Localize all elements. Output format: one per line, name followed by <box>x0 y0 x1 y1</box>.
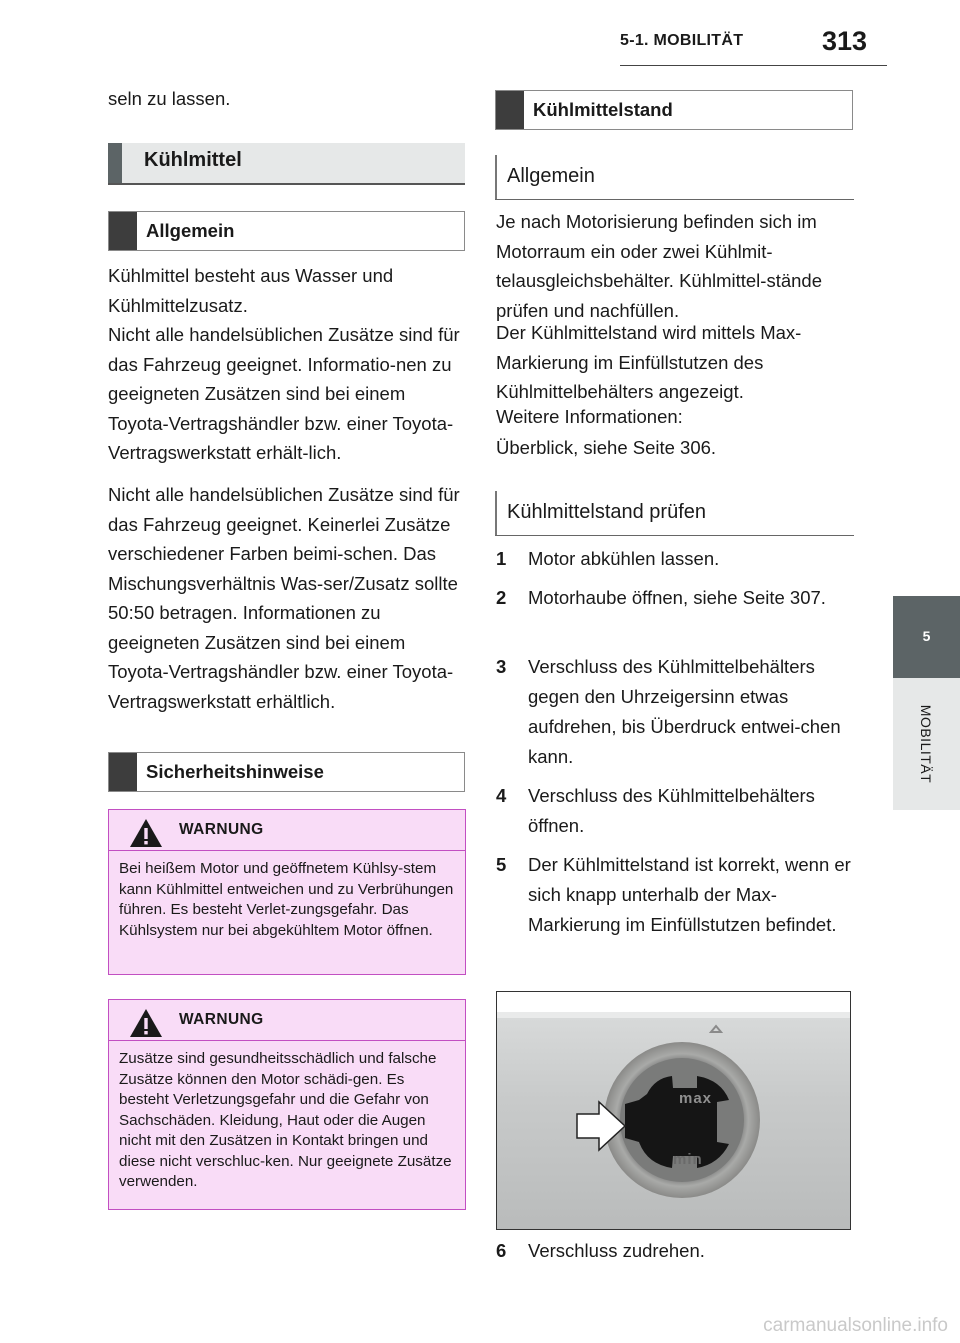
section-title: 5-1. MOBILITÄT <box>620 32 744 49</box>
heading-bar <box>108 143 122 183</box>
step-text: Verschluss des Kühlmittelbehälters gegen den Uhrzeigersinn etwas aufdrehen, bis Überdruck entwei-chen kann. <box>528 656 841 767</box>
step-number: 4 <box>496 785 507 806</box>
coolant-cap-illustration <box>497 992 851 1230</box>
warning-text: Bei heißem Motor und geöffnetem Kühlsy-stem kann Kühlmittel entweichen und zu Verbrühungen führen. Es besteht Verlet-zungsgefahr. Das Kühlsystem nur bei abgekühltem Motor öffnen. <box>119 860 454 939</box>
heading-coolant-level-text: Kühlmittelstand <box>533 99 673 120</box>
heading-coolant-text: Kühlmittel <box>144 149 242 171</box>
paragraph: Überblick, siehe Seite 306. <box>496 437 717 458</box>
header-divider <box>620 65 887 66</box>
step-text: Der Kühlmittelstand ist korrekt, wenn er sich knapp unterhalb der Max-Markierung im Einfüllstutzen befindet. <box>528 854 851 935</box>
step-number: 2 <box>496 587 507 608</box>
paragraph: Nicht alle handelsüblichen Zusätze sind für das Fahrzeug geeignet. Keinerlei Zusätze verschiedener Farben beimi-schen. Das Mischungsverhältnis Was-ser/Zusatz sollte 50:50 betragen. Informationen zu geeigneten Zusätzen sind bei einem Toyota-Vertragshändler bzw. einer Toyota-Vertragswerkstatt erhältlich. <box>108 484 460 712</box>
chapter-label: MOBILITÄT <box>918 704 934 784</box>
step-number: 5 <box>496 854 507 875</box>
warning-title: WARNUNG <box>179 1011 264 1028</box>
step-text: Verschluss zudrehen. <box>528 1240 705 1261</box>
step-4 <box>496 781 856 841</box>
step-2 <box>496 583 841 613</box>
step-1 <box>496 544 856 574</box>
heading-safety <box>108 752 465 792</box>
warning-box-2 <box>108 999 466 1210</box>
paragraph: Nicht alle handelsüblichen Zusätze sind für das Fahrzeug geeignet. Informatio-nen zu geeigneten Zusätzen sind bei einem Toyota-Vertragshändler bzw. einer Toyota-Vertragswerkstatt erhält-lich. <box>108 324 460 463</box>
heading-general-left-text: Allgemein <box>146 220 235 241</box>
step-text: Verschluss des Kühlmittelbehälters öffnen. <box>528 785 815 836</box>
heading-check-level-text: Kühlmittelstand prüfen <box>507 501 707 523</box>
warning-text: Zusätze sind gesundheitsschädlich und falsche Zusätze können den Motor schädi-gen. Es besteht Verletzungsgefahr und die Gefahr von Sachschäden. Kleidung, Haut oder die Augen nicht mit den Zusätzen in Kontakt bringen und diese nicht verschluc-ken. Nur geeignete Zusätze verwenden. <box>119 1050 452 1190</box>
step-text: Motorhaube öffnen, siehe Seite 307. <box>528 587 826 608</box>
paragraph: Weitere Informationen: <box>496 406 683 427</box>
heading-bar <box>109 753 137 791</box>
warning-header <box>109 1000 465 1041</box>
step-number: 1 <box>496 548 507 569</box>
warning-box-1 <box>108 809 466 975</box>
heading-safety-text: Sicherheitshinweise <box>146 761 324 782</box>
step-number: 3 <box>496 656 507 677</box>
step-6 <box>496 1236 856 1266</box>
paragraph: Je nach Motorisierung befinden sich im Motorraum ein oder zwei Kühlmit-telausgleichsbehälter. Kühlmittel-stände prüfen und nachfüllen. <box>496 211 822 321</box>
heading-bar <box>109 212 137 250</box>
step-text: Motor abkühlen lassen. <box>528 548 720 569</box>
continuation-text: seln zu lassen. <box>108 88 231 109</box>
heading-bar <box>496 91 524 129</box>
min-marking: min <box>673 1151 703 1168</box>
chapter-number: 5 <box>922 628 931 644</box>
warning-header <box>109 810 465 851</box>
paragraph: Kühlmittel besteht aus Wasser und Kühlmittelzusatz. <box>108 265 394 316</box>
heading-general-right-text: Allgemein <box>507 165 595 187</box>
paragraph: Der Kühlmittelstand wird mittels Max-Markierung im Einfüllstutzen des Kühlmittelbehälters angezeigt. <box>496 322 802 402</box>
max-marking: max <box>679 1090 713 1107</box>
watermark: carmanualsonline.info <box>763 1315 948 1336</box>
heading-bar <box>495 491 497 535</box>
heading-general-right <box>495 155 854 200</box>
coolant-filler-figure <box>496 991 851 1230</box>
page-number: 313 <box>822 26 868 56</box>
heading-check-level <box>495 491 854 536</box>
warning-triangle-icon <box>129 818 163 848</box>
step-3 <box>496 652 856 772</box>
step-5 <box>496 850 856 940</box>
heading-coolant-level <box>495 90 853 130</box>
heading-bar <box>495 155 497 199</box>
heading-general-left <box>108 211 465 251</box>
warning-triangle-icon <box>129 1008 163 1038</box>
warning-title: WARNUNG <box>179 821 264 838</box>
heading-coolant <box>108 143 465 185</box>
step-number: 6 <box>496 1240 507 1261</box>
